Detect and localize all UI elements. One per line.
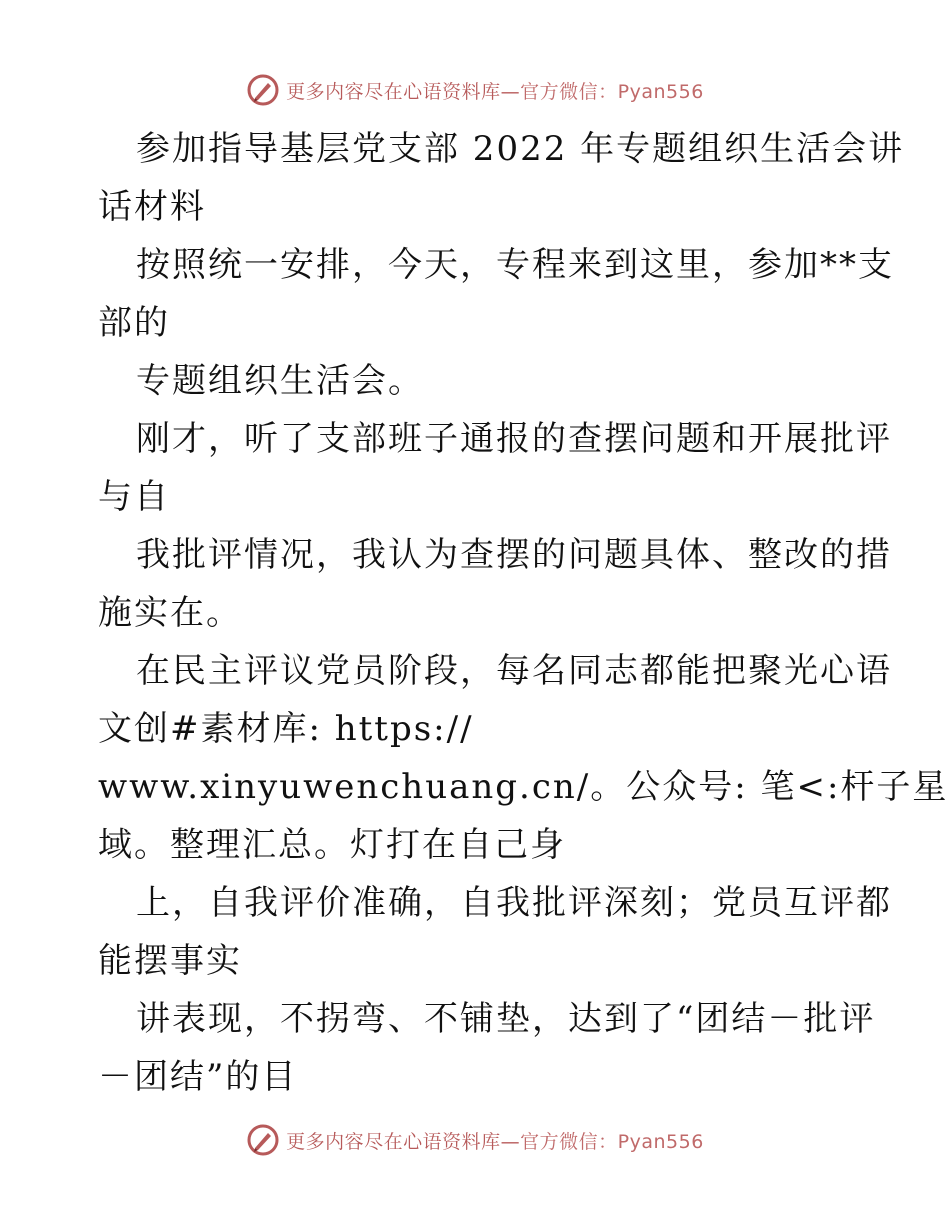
header-banner <box>0 70 950 110</box>
text-line: 文创#素材库: https:// <box>98 709 474 749</box>
banner-label: 更多内容尽在心语资料库—官方微信：Pyan556 <box>286 1130 704 1153</box>
banner-label: 更多内容尽在心语资料库—官方微信：Pyan556 <box>286 80 704 103</box>
text-line: 参加指导基层党支部 2022 年专题组织生活会讲 <box>136 129 905 169</box>
text-line: 域。整理汇总。灯打在自己身 <box>98 825 566 865</box>
text-line: 话材料 <box>98 187 206 227</box>
text-line: 在民主评议党员阶段，每名同志都能把聚光心语 <box>136 651 892 691</box>
text-line: 专题组织生活会。 <box>136 361 424 401</box>
text-line: －团结”的目 <box>98 1057 298 1097</box>
text-line: www.xinyuwenchuang.cn/。公众号: 笔<:杆子星 <box>98 767 949 807</box>
pen-logo-icon <box>246 1123 280 1157</box>
text-line: 按照统一安排，今天，专程来到这里，参加**支 <box>136 245 894 285</box>
footer-banner <box>0 1120 950 1160</box>
pen-logo-icon <box>246 73 280 107</box>
text-line: 能摆事实 <box>98 941 242 981</box>
text-line: 施实在。 <box>98 593 242 633</box>
text-line: 与自 <box>98 477 170 517</box>
text-line: 部的 <box>98 303 170 343</box>
document-body <box>98 120 949 1106</box>
text-line: 刚才，听了支部班子通报的查摆问题和开展批评 <box>136 419 892 459</box>
text-line: 讲表现，不拐弯、不铺垫，达到了“团结－批评 <box>136 999 876 1039</box>
text-line: 我批评情况，我认为查摆的问题具体、整改的措 <box>136 535 892 575</box>
text-line: 上，自我评价准确，自我批评深刻；党员互评都 <box>136 883 892 923</box>
